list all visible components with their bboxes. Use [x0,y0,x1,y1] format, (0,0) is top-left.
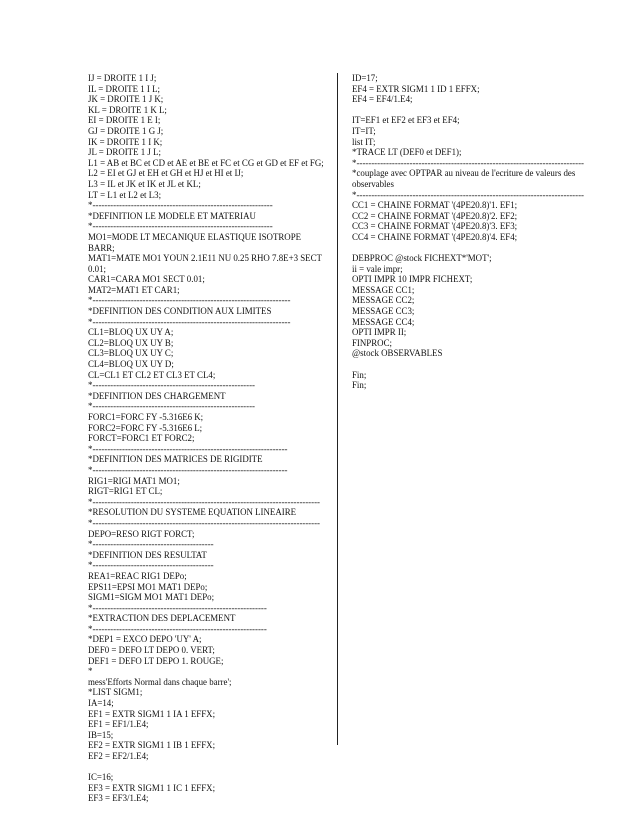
code-line: RIG1=RIGI MAT1 MO1; [88,475,180,486]
code-line: MESSAGE CC3; [352,306,415,317]
comment-separator: *----------------------------------------------------------------------------- [352,189,585,200]
code-line: EF4 = EF4/1.E4; [352,94,413,105]
comment-separator: *----------------------------------------------------------------------------- [88,496,321,507]
code-line: IB=15; [88,729,114,740]
code-line: FORCT=FORC1 ET FORC2; [88,433,195,444]
code-line: Fin; [352,380,367,391]
comment-separator: *------------------------------------------------------------------ [88,464,288,475]
comment-separator: *------------------------------------------------------------- [88,200,273,211]
blank-line [352,243,602,254]
section-comment: *couplage avec OPTPAR au niveau de l'ecriture de valeurs des observables [352,168,578,189]
section-comment: *DEFINITION DES CONDITION AUX LIMITES [88,306,272,317]
code-line: OPTI IMPR 10 IMPR FICHEXT; [352,274,473,285]
code-line: EF3 = EF3/1.E4; [88,793,149,804]
comment-separator: *------------------------------------------------------------------- [88,316,291,327]
comment-separator: *------------------------------------------------------- [88,401,255,412]
blank-line [88,762,328,773]
code-line: MAT1=MATE MO1 YOUN 2.1E11 NU 0.25 RHO 7.8E+3 SECT 0.01; [88,253,324,274]
code-line: CL2=BLOQ UX UY B; [88,337,174,348]
section-comment: *RESOLUTION DU SYSTEME EQUATION LINEAIRE [88,507,297,518]
code-line: IC=16; [88,772,114,783]
code-line: *LIST SIGM1; [88,687,143,698]
blank-line [352,105,602,116]
code-line: CC1 = CHAINE FORMAT '(4PE20.8)'1. EF1; [352,200,518,211]
code-line: *TRACE LT (DEF0 et DEF1); [352,147,462,158]
code-line: IK = DROITE 1 I K; [88,136,163,147]
code-line: DEBPROC @stock FICHEXT*'MOT'; [352,253,492,264]
code-line: JL = DROITE 1 J L; [88,147,161,158]
code-line: JK = DROITE 1 J K; [88,94,164,105]
code-line: CC2 = CHAINE FORMAT '(4PE20.8)'2. EF2; [352,210,518,221]
code-line: CL3=BLOQ UX UY C; [88,348,174,359]
section-comment: *DEFINITION LE MODELE ET MATERIAU [88,210,256,221]
column-divider [337,73,338,745]
code-line: Fin; [352,369,367,380]
code-line: EF1 = EXTR SIGM1 1 IA 1 EFFX; [88,708,216,719]
code-line: GJ = DROITE 1 G J; [88,125,164,136]
code-line: CC3 = CHAINE FORMAT '(4PE20.8)'3. EF3; [352,221,518,232]
code-line: mess'Efforts Normal dans chaque barre'; [88,676,232,687]
code-line: EI = DROITE 1 E I; [88,115,161,126]
blank-line [352,359,602,370]
comment-separator: *------------------------------------------------------- [88,380,255,391]
code-line: CL4=BLOQ UX UY D; [88,359,174,370]
code-line: IT=IT; [352,125,376,136]
code-line: list IT; [352,136,376,147]
code-line: EF3 = EXTR SIGM1 1 IC 1 EFFX; [88,782,216,793]
code-line: MESSAGE CC4; [352,316,415,327]
code-line: CAR1=CARA MO1 SECT 0.01; [88,274,205,285]
right-code-column [352,73,602,391]
section-comment: *DEFINITION DES MATRICES DE RIGIDITE [88,454,263,465]
code-line: IA=14; [88,698,114,709]
comment-separator: *----------------------------------------------------------- [88,623,267,634]
left-code-column [88,73,328,804]
code-line: IT=EF1 et EF2 et EF3 et EF4; [352,115,460,126]
code-line: EPS11=EPSI MO1 MAT1 DEPo; [88,581,208,592]
comment-separator: *----------------------------------------- [88,539,214,550]
comment-separator: *----------------------------------------------------------------------------- [88,517,321,528]
code-line: L1 = AB et BC et CD et AE et BE et FC et CG et GD et EF et FG; [88,157,324,168]
code-line: * [88,666,93,677]
comment-separator: *----------------------------------------- [88,560,214,571]
code-line: FORC2=FORC FY -5.316E6 L; [88,422,203,433]
code-line: DEF0 = DEFO LT DEPO 0. VERT; [88,645,215,656]
code-line: FINPROC; [352,337,392,348]
code-line: DEPO=RESO RIGT FORCT; [88,528,195,539]
code-line: DEF1 = DEFO LT DEPO 1. ROUGE; [88,655,224,666]
code-line: ii = vale impr; [352,263,403,274]
comment-separator: *------------------------------------------------------------------- [88,295,291,306]
code-line: LT = L1 et L2 et L3; [88,189,162,200]
code-line: SIGM1=SIGM MO1 MAT1 DEPo; [88,592,215,603]
code-line: CL=CL1 ET CL2 ET CL3 ET CL4; [88,369,216,380]
code-line: ID=17; [352,73,378,83]
code-line: MAT2=MAT1 ET CAR1; [88,284,180,295]
code-line: EF4 = EXTR SIGM1 1 ID 1 EFFX; [352,83,480,94]
section-comment: *DEFINITION DES RESULTAT [88,549,207,560]
comment-separator: *----------------------------------------------------------- [88,602,267,613]
code-line: EF2 = EF2/1.E4; [88,751,149,761]
code-line: KL = DROITE 1 K L; [88,104,167,115]
comment-separator: *------------------------------------------------------------------ [88,443,288,454]
code-line: MO1=MODE LT MECANIQUE ELASTIQUE ISOTROPE BARR; [88,231,304,253]
code-line: *DEP1 = EXCO DEPO 'UY' A; [88,634,202,645]
code-line: IJ = DROITE 1 I J; [88,73,157,83]
code-line: @stock OBSERVABLES [352,348,443,359]
code-line: CC4 = CHAINE FORMAT '(4PE20.8)'4. EF4; [352,231,518,242]
code-line: L2 = EI et GJ et EH et GH et HJ et HI et IJ; [88,168,244,179]
code-line: MESSAGE CC1; [352,284,415,295]
section-comment: *EXTRACTION DES DEPLACEMENT [88,613,236,624]
code-line: REA1=REAC RIG1 DEPo; [88,570,187,581]
code-line: FORC1=FORC FY -5.316E6 K; [88,412,204,422]
code-line: L3 = IL et JK et IK et JL et KL; [88,178,201,189]
comment-separator: *----------------------------------------------------------------------------- [352,157,585,168]
code-line: IL = DROITE 1 I L; [88,83,160,94]
code-line: OPTI IMPR II; [352,327,407,338]
code-line: CL1=BLOQ UX UY A; [88,327,174,338]
code-line: EF1 = EF1/1.E4; [88,719,149,730]
code-line: EF2 = EXTR SIGM1 1 IB 1 EFFX; [88,740,216,751]
code-line: RIGT=RIG1 ET CL; [88,486,163,497]
code-line: MESSAGE CC2; [352,295,415,306]
section-comment: *DEFINITION DES CHARGEMENT [88,390,226,401]
comment-separator: *------------------------------------------------------------- [88,221,273,232]
